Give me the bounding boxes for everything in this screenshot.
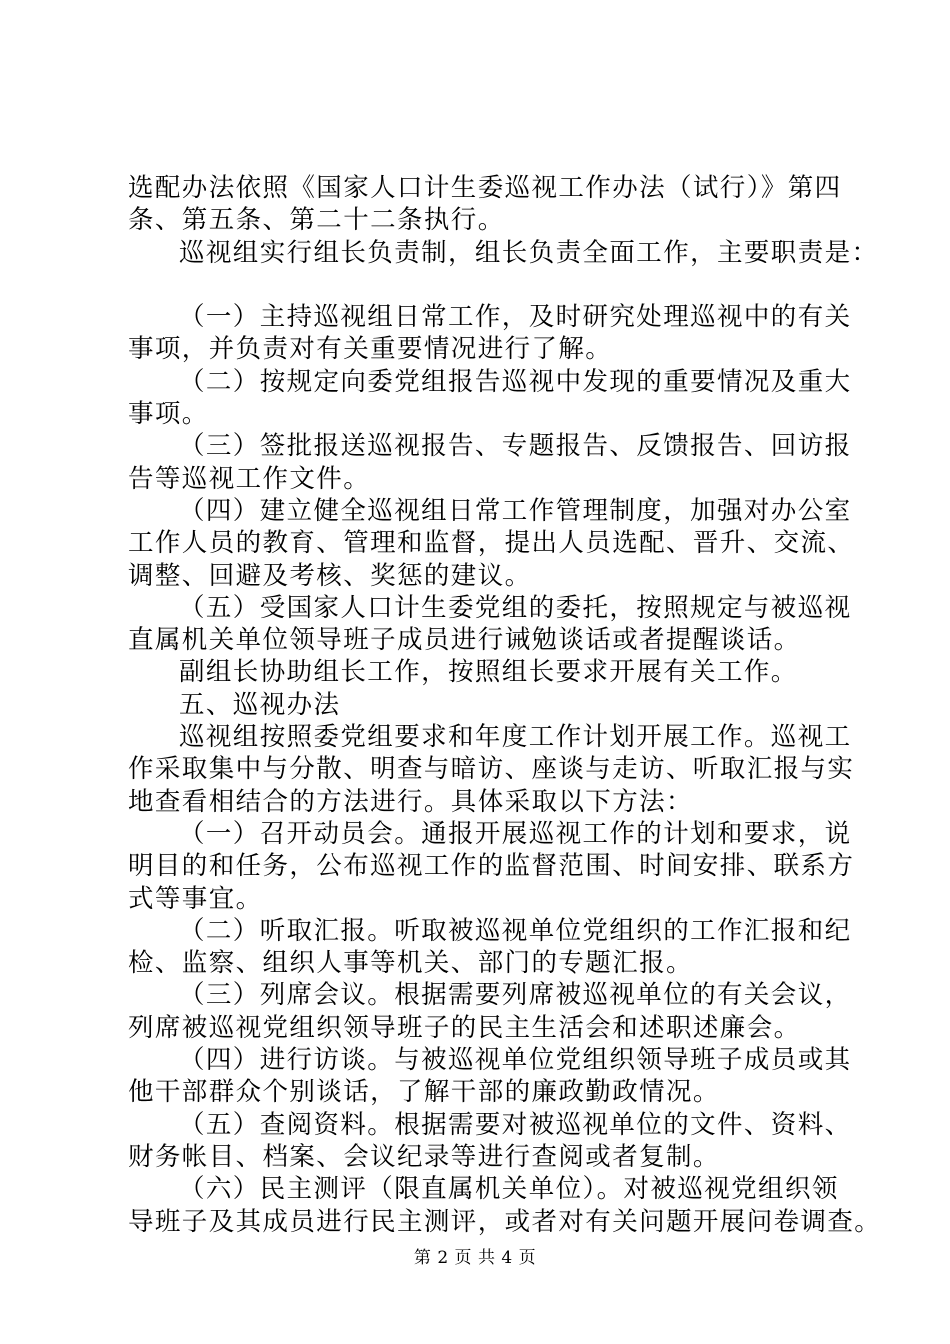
text-line: 导班子及其成员进行民主测评，或者对有关问题开展问卷调查。 xyxy=(128,1206,882,1237)
text-line: 式等事宜。 xyxy=(128,883,263,914)
text-line: （一）主持巡视组日常工作，及时研究处理巡视中的有关 xyxy=(179,302,852,333)
text-line: （二）听取汇报。听取被巡视单位党组织的工作汇报和纪 xyxy=(179,915,852,946)
text-line: （四）进行访谈。与被巡视单位党组织领导班子成员或其 xyxy=(179,1045,852,1076)
text-line: 作采取集中与分散、明查与暗访、座谈与走访、听取汇报与实 xyxy=(128,754,855,785)
text-line: 选配办法依照《国家人口计生委巡视工作办法（试行）》第四 xyxy=(128,173,842,203)
text-line: （四）建立健全巡视组日常工作管理制度，加强对办公室 xyxy=(179,495,852,526)
blank-line xyxy=(128,269,840,301)
text-line: 工作人员的教育、管理和监督，提出人员选配、晋升、交流、 xyxy=(128,528,855,559)
text-line: （二）按规定向委党组报告巡视中发现的重要情况及重大 xyxy=(179,366,852,397)
text-line: 直属机关单位领导班子成员进行诫勉谈话或者提醒谈话。 xyxy=(128,625,801,656)
text-line: 告等巡视工作文件。 xyxy=(128,463,371,494)
text-line: 明目的和任务，公布巡视工作的监督范围、时间安排、联系方 xyxy=(128,851,855,882)
text-line: 列席被巡视党组织领导班子的民主生活会和述职述廉会。 xyxy=(128,1012,801,1043)
section-heading: 五、巡视办法 xyxy=(179,689,341,720)
page-number-footer: 第 2 页 共 4 页 xyxy=(413,1248,537,1268)
text-line: 检、监察、组织人事等机关、部门的专题汇报。 xyxy=(128,948,693,979)
text-line: 事项。 xyxy=(128,399,209,430)
text-line: （三）签批报送巡视报告、专题报告、反馈报告、回访报 xyxy=(179,431,852,462)
text-line: 他干部群众个别谈话，了解干部的廉政勤政情况。 xyxy=(128,1077,720,1108)
text-line: 财务帐目、档案、会议纪录等进行查阅或者复制。 xyxy=(128,1141,720,1172)
text-line: （六）民主测评（限直属机关单位）。对被巡视党组织领 xyxy=(179,1174,839,1205)
text-line: 地查看相结合的方法进行。具体采取以下方法： xyxy=(128,786,693,817)
text-line: （三）列席会议。根据需要列席被巡视单位的有关会议， xyxy=(179,980,852,1011)
text-line: （五）查阅资料。根据需要对被巡视单位的文件、资料、 xyxy=(179,1109,852,1140)
document-body xyxy=(128,172,882,1238)
text-line: （一）召开动员会。通报开展巡视工作的计划和要求，说 xyxy=(179,818,852,849)
text-line: 调整、回避及考核、奖惩的建议。 xyxy=(128,560,532,591)
text-line: 巡视组按照委党组要求和年度工作计划开展工作。巡视工 xyxy=(179,722,852,753)
text-line: 副组长协助组长工作，按照组长要求开展有关工作。 xyxy=(179,657,798,688)
text-line: 巡视组实行组长负责制，组长负责全面工作，主要职责是： xyxy=(179,237,879,268)
text-line: 事项，并负责对有关重要情况进行了解。 xyxy=(128,334,613,365)
text-line: （五）受国家人口计生委党组的委托，按照规定与被巡视 xyxy=(179,592,852,623)
text-line: 条、第五条、第二十二条执行。 xyxy=(128,205,505,236)
